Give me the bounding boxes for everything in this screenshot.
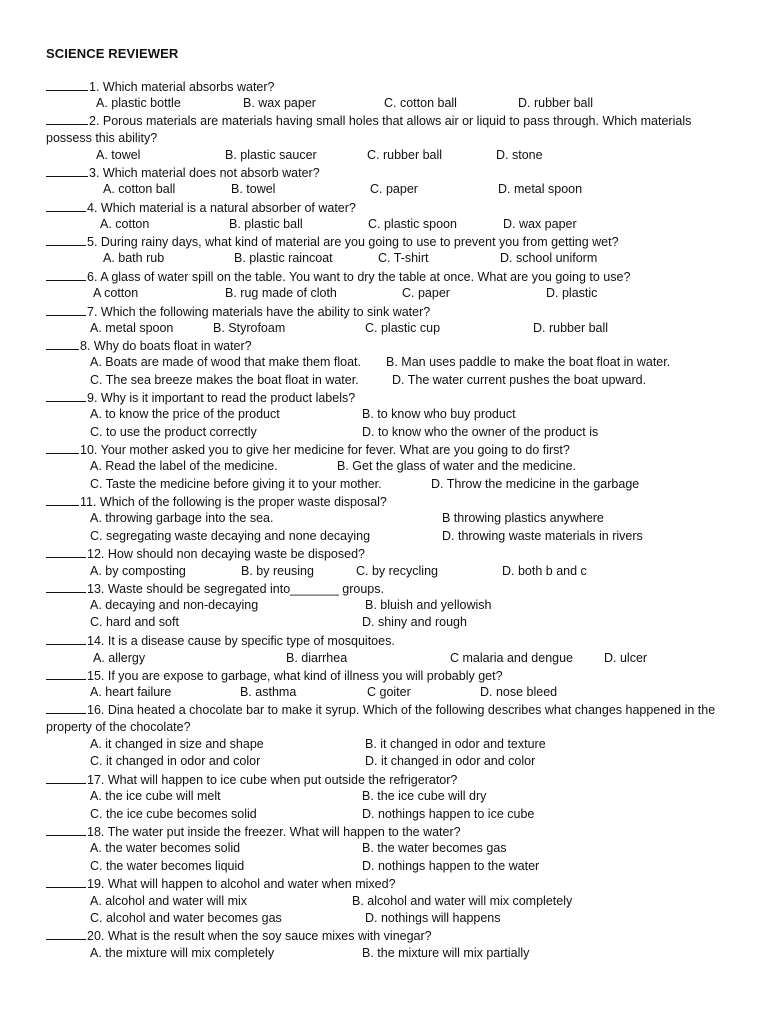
answer-blank[interactable] bbox=[46, 112, 88, 125]
answer-option: A. alcohol and water will mix bbox=[90, 894, 248, 908]
answer-option: D. Throw the medicine in the garbage bbox=[431, 477, 640, 491]
answer-option: C. cotton ball bbox=[384, 96, 457, 110]
answer-option: D. wax paper bbox=[503, 217, 577, 231]
answer-option: B. plastic saucer bbox=[225, 148, 317, 162]
answer-option: C. T-shirt bbox=[378, 251, 429, 265]
answer-blank[interactable] bbox=[46, 632, 86, 645]
answer-option: A. Read the label of the medicine. bbox=[90, 459, 278, 473]
question-12 bbox=[46, 545, 736, 563]
question-text: 2. Porous materials are materials having small holes that allows air or liquid to pass through. Which materials possess this ability? bbox=[46, 114, 692, 146]
answer-option: C malaria and dengue bbox=[450, 651, 573, 665]
answer-option: D. to know who the owner of the product is bbox=[362, 425, 599, 439]
question-text: 18. The water put inside the freezer. What will happen to the water? bbox=[87, 825, 461, 839]
answer-option: C. hard and soft bbox=[90, 615, 179, 629]
answer-blank[interactable] bbox=[46, 493, 79, 506]
question-10 bbox=[46, 441, 736, 459]
answer-option: D. it changed in odor and color bbox=[365, 754, 536, 768]
answer-option: B. asthma bbox=[240, 685, 297, 699]
question-8 bbox=[46, 337, 736, 355]
answer-option: B. plastic ball bbox=[229, 217, 303, 231]
question-text: 19. What will happen to alcohol and water when mixed? bbox=[87, 877, 396, 891]
answer-blank[interactable] bbox=[46, 441, 79, 454]
answer-option: B. rug made of cloth bbox=[225, 286, 337, 300]
question-17 bbox=[46, 771, 736, 789]
answer-option: A. it changed in size and shape bbox=[90, 737, 264, 751]
answer-option: B. wax paper bbox=[243, 96, 316, 110]
answer-option: C. plastic spoon bbox=[368, 217, 457, 231]
answer-blank[interactable] bbox=[46, 199, 86, 212]
answer-option: A. the mixture will mix completely bbox=[90, 946, 275, 960]
answer-blank[interactable] bbox=[46, 701, 86, 714]
question-text: 17. What will happen to ice cube when put outside the refrigerator? bbox=[87, 773, 458, 787]
answer-option: D. shiny and rough bbox=[362, 615, 467, 629]
answer-blank[interactable] bbox=[46, 337, 79, 350]
question-text: 6. A glass of water spill on the table. You want to dry the table at once. What are you going to use? bbox=[87, 270, 631, 284]
answer-option: A. the water becomes solid bbox=[90, 841, 241, 855]
answer-option: D. stone bbox=[496, 148, 543, 162]
answer-option: C. the ice cube becomes solid bbox=[90, 807, 257, 821]
answer-option: A. bath rub bbox=[103, 251, 165, 265]
question-13 bbox=[46, 580, 736, 598]
answer-option: D. nothings happen to ice cube bbox=[362, 807, 535, 821]
answer-blank[interactable] bbox=[46, 927, 86, 940]
question-16 bbox=[46, 701, 736, 737]
answer-option: B. plastic raincoat bbox=[234, 251, 333, 265]
answer-option: A. plastic bottle bbox=[96, 96, 181, 110]
answer-option: B. diarrhea bbox=[286, 651, 348, 665]
answer-blank[interactable] bbox=[46, 771, 86, 784]
answer-option: C. rubber ball bbox=[367, 148, 443, 162]
answer-option: B throwing plastics anywhere bbox=[442, 511, 604, 525]
answer-option: D. The water current pushes the boat upward. bbox=[392, 373, 647, 387]
answer-option: B. Get the glass of water and the medicine. bbox=[337, 459, 577, 473]
question-14 bbox=[46, 632, 736, 650]
question-text: 3. Which material does not absorb water? bbox=[89, 166, 320, 180]
answer-blank[interactable] bbox=[46, 78, 88, 91]
answer-option: A cotton bbox=[93, 286, 139, 300]
answer-option: C. paper bbox=[402, 286, 450, 300]
answer-option: D. both b and c bbox=[502, 564, 587, 578]
answer-option: A. allergy bbox=[93, 651, 146, 665]
answer-option: B. Styrofoam bbox=[213, 321, 286, 335]
question-text: 11. Which of the following is the proper waste disposal? bbox=[80, 495, 387, 509]
answer-option: A. to know the price of the product bbox=[90, 407, 280, 421]
answer-option: D. rubber ball bbox=[533, 321, 609, 335]
answer-option: B. the ice cube will dry bbox=[362, 789, 487, 803]
question-5 bbox=[46, 233, 736, 251]
answer-blank[interactable] bbox=[46, 667, 86, 680]
answer-option: C. it changed in odor and color bbox=[90, 754, 261, 768]
answer-option: A. cotton bbox=[100, 217, 150, 231]
answer-option: D. metal spoon bbox=[498, 182, 583, 196]
question-text: 20. What is the result when the soy sauce mixes with vinegar? bbox=[87, 929, 432, 943]
answer-blank[interactable] bbox=[46, 233, 86, 246]
answer-option: A. heart failure bbox=[90, 685, 172, 699]
question-18 bbox=[46, 823, 736, 841]
answer-option: D. nose bleed bbox=[480, 685, 558, 699]
document-title: SCIENCE REVIEWER bbox=[46, 46, 179, 61]
question-7 bbox=[46, 303, 736, 321]
question-text: 14. It is a disease cause by specific type of mosquitoes. bbox=[87, 634, 395, 648]
answer-option: A. Boats are made of wood that make them float. bbox=[90, 355, 361, 369]
question-6 bbox=[46, 268, 736, 286]
answer-option: B. it changed in odor and texture bbox=[365, 737, 546, 751]
answer-option: C. The sea breeze makes the boat float in water. bbox=[90, 373, 359, 387]
answer-option: A. metal spoon bbox=[90, 321, 174, 335]
answer-option: C. segregating waste decaying and none decaying bbox=[90, 529, 371, 543]
answer-blank[interactable] bbox=[46, 268, 86, 281]
answer-option: C. to use the product correctly bbox=[90, 425, 257, 439]
answer-option: A. cotton ball bbox=[103, 182, 176, 196]
question-text: 10. Your mother asked you to give her medicine for fever. What are you going to do first? bbox=[80, 443, 570, 457]
question-text: 15. If you are expose to garbage, what kind of illness you will probably get? bbox=[87, 669, 503, 683]
question-text: 9. Why is it important to read the product labels? bbox=[87, 391, 356, 405]
answer-option: B. towel bbox=[231, 182, 276, 196]
answer-blank[interactable] bbox=[46, 545, 86, 558]
question-text: 8. Why do boats float in water? bbox=[80, 339, 252, 353]
answer-option: D. ulcer bbox=[604, 651, 648, 665]
answer-option: A. decaying and non-decaying bbox=[90, 598, 259, 612]
answer-option: C. by recycling bbox=[356, 564, 438, 578]
answer-blank[interactable] bbox=[46, 875, 86, 888]
question-4 bbox=[46, 199, 736, 217]
answer-option: B. the mixture will mix partially bbox=[362, 946, 530, 960]
answer-option: A. throwing garbage into the sea. bbox=[90, 511, 274, 525]
question-text: 4. Which material is a natural absorber of water? bbox=[87, 201, 356, 215]
answer-blank[interactable] bbox=[46, 303, 86, 316]
question-2 bbox=[46, 112, 736, 148]
answer-blank[interactable] bbox=[46, 164, 88, 177]
question-9 bbox=[46, 389, 736, 407]
question-1 bbox=[46, 78, 736, 96]
answer-option: D. nothings happen to the water bbox=[362, 859, 540, 873]
answer-blank[interactable] bbox=[46, 580, 86, 593]
answer-option: A. by composting bbox=[90, 564, 186, 578]
question-19 bbox=[46, 875, 736, 893]
question-text: 16. Dina heated a chocolate bar to make it syrup. Which of the following describes what changes happened in the property of the chocolate? bbox=[46, 703, 716, 735]
question-20 bbox=[46, 927, 736, 945]
answer-option: B. bluish and yellowish bbox=[365, 598, 492, 612]
answer-option: A. the ice cube will melt bbox=[90, 789, 221, 803]
answer-option: D. throwing waste materials in rivers bbox=[442, 529, 643, 543]
answer-option: B. to know who buy product bbox=[362, 407, 516, 421]
answer-blank[interactable] bbox=[46, 389, 86, 402]
answer-option: A. towel bbox=[96, 148, 141, 162]
question-text: 12. How should non decaying waste be disposed? bbox=[87, 547, 365, 561]
question-text: 13. Waste should be segregated into_______ groups. bbox=[87, 582, 384, 596]
question-text: 5. During rainy days, what kind of material are you going to use to prevent you from getting wet? bbox=[87, 235, 619, 249]
answer-option: C. Taste the medicine before giving it to your mother. bbox=[90, 477, 382, 491]
answer-option: B. by reusing bbox=[241, 564, 314, 578]
answer-option: C. alcohol and water becomes gas bbox=[90, 911, 282, 925]
question-15 bbox=[46, 667, 736, 685]
answer-option: B. alcohol and water will mix completely bbox=[352, 894, 573, 908]
answer-option: C. paper bbox=[370, 182, 418, 196]
question-text: 7. Which the following materials have the ability to sink water? bbox=[87, 305, 431, 319]
answer-option: D. school uniform bbox=[500, 251, 598, 265]
answer-blank[interactable] bbox=[46, 823, 86, 836]
answer-option: B. Man uses paddle to make the boat float in water. bbox=[386, 355, 671, 369]
answer-option: C. the water becomes liquid bbox=[90, 859, 245, 873]
answer-option: D. nothings will happens bbox=[365, 911, 501, 925]
answer-option: B. the water becomes gas bbox=[362, 841, 507, 855]
question-text: 1. Which material absorbs water? bbox=[89, 80, 275, 94]
answer-option: D. plastic bbox=[546, 286, 598, 300]
answer-option: C. plastic cup bbox=[365, 321, 441, 335]
answer-option: C goiter bbox=[367, 685, 411, 699]
question-3 bbox=[46, 164, 736, 182]
answer-option: D. rubber ball bbox=[518, 96, 594, 110]
question-11 bbox=[46, 493, 736, 511]
